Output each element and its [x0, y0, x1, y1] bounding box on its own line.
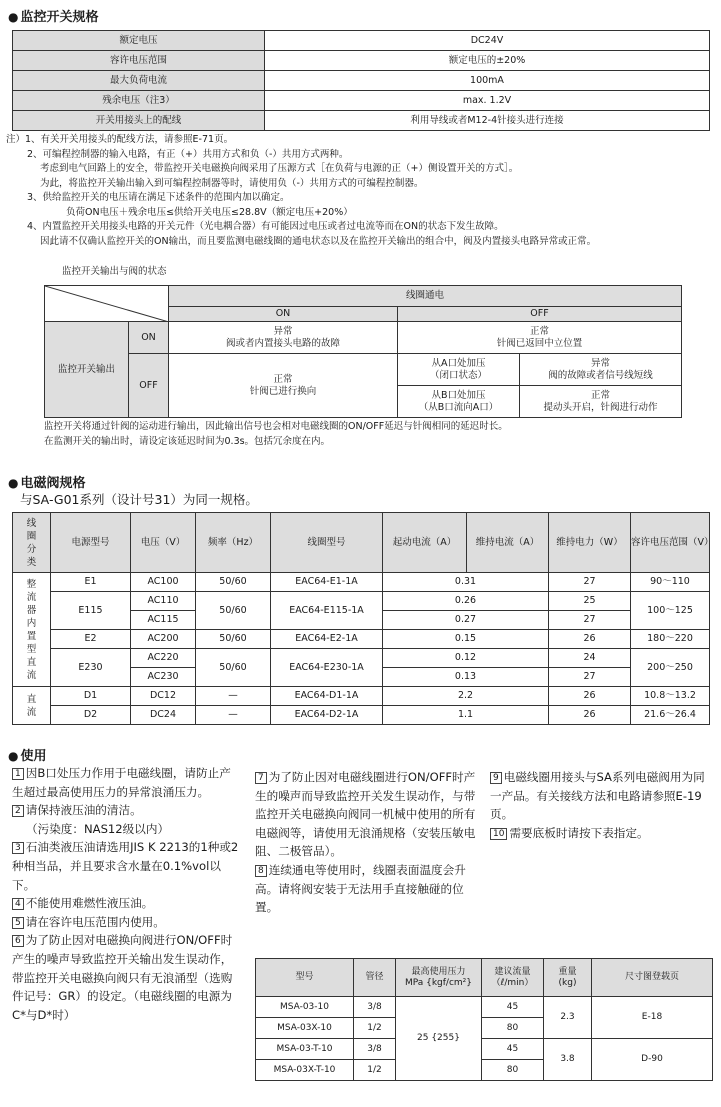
usage-item: 2 请保持液压油的清洁。	[12, 801, 242, 820]
delay-notes: 监控开关将通过针阀的运动进行输出，因此输出信号也会相对电磁线圈的ON/OFF延迟与针阀相同的延迟时长。 在监测开关的输出时，请设定该延迟时间为0.3s。包括冗余度在内。	[44, 421, 508, 447]
table-row: 容许电压范围 额定电压的±20%	[13, 51, 710, 71]
solenoid-spec-table	[12, 512, 714, 725]
header-coil-class: 线圈分类	[13, 513, 51, 573]
usage-item: 6 为了防止因对电磁换向阀进行ON/OFF时产生的噪声导致监控开关输出发生误动作，带监控开关电磁换向阀只有无浪涌型（选购件记号：GR）的设定。（电磁线圈的电源为C*与D*时）	[12, 933, 233, 1022]
usage-column-3	[490, 768, 715, 842]
table-row: ON OFF	[45, 307, 682, 322]
subplate-table	[255, 958, 713, 1081]
diagonal-cell	[45, 286, 169, 322]
solenoid-subtitle: 与SA-G01系列（设计号31）为同一规格。	[20, 492, 258, 507]
usage-column-1	[12, 764, 242, 1024]
usage-item: 3 石油类液压油请选用JIS K 2213的1种或2种相当品，并且要求含水量在0.1%vol以下。	[12, 840, 239, 892]
table-header-row: 线圈分类 电源型号 电压（V） 频率（Hz） 线圈型号 起动电流（A） 维持电流（A） 维持电力（W） 容许电压范围（V）	[13, 513, 710, 573]
table-row: 残余电压（注3） max. 1.2V	[13, 91, 710, 111]
usage-item: 10 需要底板时请按下表指定。	[490, 824, 715, 843]
table-row: 开关用接头上的配线 利用导线或者M12-4针接头进行连接	[13, 111, 710, 131]
usage-column-2	[255, 768, 480, 917]
table-row: OFF 正常 针阀已进行换向 从A口处加压 （闭口状态） 异常 阀的故障或者信号线短线	[45, 354, 682, 386]
table-row: 额定电压 DC24V	[13, 31, 710, 51]
bullet-icon: ●	[8, 476, 19, 490]
solenoid-title: ● 电磁阀规格	[8, 476, 86, 491]
bullet-icon: ●	[8, 10, 19, 24]
table-row: E230 AC220 50/60 EAC64-E230-1A 0.12 24 200～250	[13, 649, 710, 668]
monitor-spec-table	[12, 30, 710, 131]
bullet-icon: ●	[8, 749, 19, 763]
monitor-switch-title: ● 监控开关规格	[8, 10, 99, 25]
table-row: AC230 0.13 27	[13, 668, 710, 687]
usage-item: 7 为了防止因对电磁线圈进行ON/OFF时产生的噪声而导致监控开关发生误动作，与带监控开关电磁换向阀同一机械中使用的所有电磁阀等，请使用无浪涌规格（安装压敏电阻、二极管品）。	[255, 770, 476, 859]
state-table	[44, 285, 682, 418]
table-row: E2 AC200 50/60 EAC64-E2-1A 0.15 26 180～220	[13, 630, 710, 649]
usage-item: 9 电磁线圈用接头与SA系列电磁阀用为同一产品。有关接线方法和电路请参照E-19页。	[490, 770, 705, 822]
usage-item: 8 连续通电等使用时，线圈表面温度会升高。请将阀安装于无法用手直接触碰的位置。	[255, 862, 466, 915]
table-row: 整流器内置型直流 E1 AC100 50/60 EAC64-E1-1A 0.31 27 90～110	[13, 573, 710, 592]
table-row: MSA-03-10 3/8 25 {255} 45 2.3 E-18	[256, 997, 713, 1018]
diagonal-line-icon	[45, 286, 169, 322]
table-row: 从B口处加压 （从B口流向A口） 正常 提动头开启，针阀进行动作	[45, 386, 682, 418]
table-row: 最大负荷电流 100mA	[13, 71, 710, 91]
usage-item: 4 不能使用难燃性液压油。	[12, 894, 242, 913]
table-row: 直流 D1 DC12 — EAC64-D1-1A 2.2 26 10.8～13.2	[13, 687, 710, 706]
usage-title: ● 使用	[8, 749, 47, 764]
usage-item: 1 因B口处压力作用于电磁线圈，请防止产生超过最高使用压力的异常浪涌压力。	[12, 766, 231, 799]
table-row: MSA-03X-10 1/2 80	[256, 1018, 713, 1039]
table-header-row: 型号 管径 最高使用压力 MPa {kgf/cm²} 建议流量 （ℓ/min） 重量 (kg) 尺寸图登载页	[256, 959, 713, 997]
table-row: E115 AC110 50/60 EAC64-E115-1A 0.26 25 100～125	[13, 592, 710, 611]
table-row: 监控开关输出 ON 异常 阀或者内置接头电路的故障 正常 针阀已返回中立位置	[45, 322, 682, 354]
table-row: AC115 0.27 27	[13, 611, 710, 630]
table-row: 线圈通电	[45, 286, 682, 307]
table-row: MSA-03X-T-10 1/2 80	[256, 1060, 713, 1081]
state-caption: 监控开关输出与阀的状态	[62, 266, 167, 277]
usage-item: 5 请在容许电压范围内使用。	[12, 913, 242, 932]
monitor-notes: 注）1、有关开关用接头的配线方法，请参照E-71页。 2、可编程控制器的输入电路，有正（+）共用方式和负（-）共用方式两种。 考虑到电气回路上的安全，带监控开关电磁换向阀采用了压源方式［在负荷与电源的正（+）侧设置开关的方式］。 为此，将监控开关输出输入到可编程控制器等时，请使用负（-）共用方式的可编程控制器。 3、供给监控开关的电压请在满足下述条件的范围内加以确定。 负荷ON电压＋残余电压≤供给开关电压≤28.8V（额定电压+20%） 4、内置监控开关用接头电路的开关元件（光电耦合器）有可能因过电压或者过电流等而在ON的状态下发生故障。 因此请不仅确认监控开关的ON输出，而且要监测电磁线圈的通电状态以及在监控开关输出的组合中，阀及内置接头电路异常或正常。	[6, 134, 597, 247]
table-row: D2 DC24 — EAC64-D2-1A 1.1 26 21.6～26.4	[13, 706, 710, 725]
usage-item: （污染度：NAS12级以内）	[26, 821, 170, 836]
table-row: MSA-03-T-10 3/8 45 3.8 D-90	[256, 1039, 713, 1060]
